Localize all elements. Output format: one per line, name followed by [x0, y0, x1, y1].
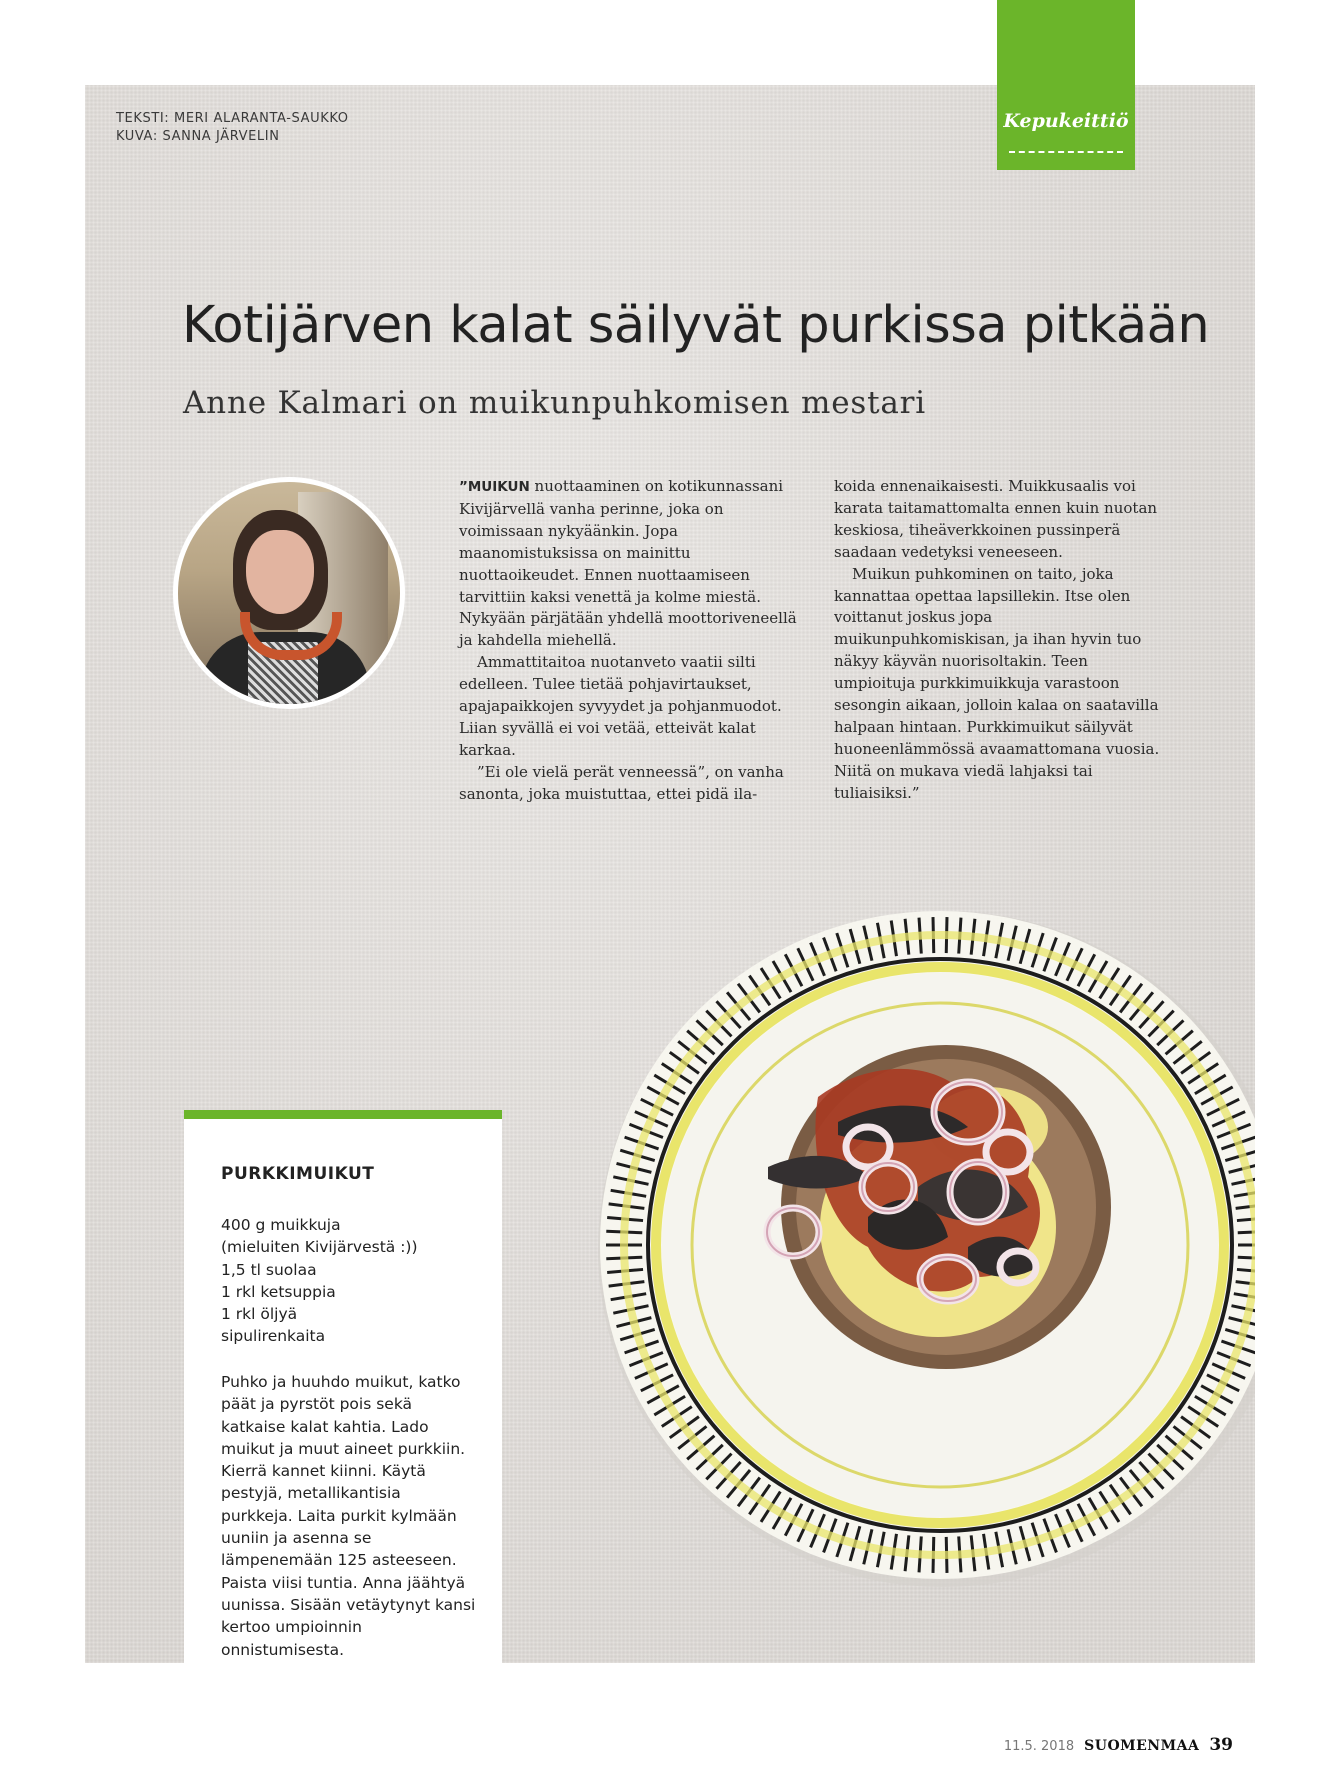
photo-credit: KUVA: SANNA JÄRVELIN — [116, 129, 280, 144]
text-credit: TEKSTI: MERI ALARANTA-SAUKKO — [116, 111, 349, 126]
portrait-photo — [173, 477, 405, 709]
page-footer — [1004, 1735, 1233, 1755]
plate-illustration — [588, 887, 1258, 1613]
recipe-title: PURKKIMUIKUT — [221, 1164, 375, 1184]
section-tab — [997, 0, 1135, 170]
lead-word: ”MUIKUN — [459, 479, 530, 495]
recipe-box — [184, 1110, 502, 1663]
ingredient-list — [221, 1214, 481, 1348]
section-label: Kepukeittiö — [1003, 110, 1129, 132]
credits — [116, 110, 349, 146]
paragraph: ”Ei ole vielä perät venneessä”, on vanha sanonta, joka muistuttaa, ettei pidä ila- — [459, 762, 784, 803]
ingredient: sipulirenkaita — [221, 1327, 326, 1346]
paragraph: koida ennenaikaisesti. Muikkusaalis voi karata taitamattomalta ennen kuin nuotan keskiosa, tiheäverkkoinen pussinperä saadaan vedetyksi veneeseen. — [834, 477, 1158, 561]
ingredient: 1 rkl öljyä — [221, 1305, 298, 1324]
headline: Kotijärven kalat säilyvät purkissa pitkään — [182, 296, 1210, 355]
ingredient: 400 g muikkuja — [221, 1216, 341, 1234]
article-column-1 — [459, 476, 797, 806]
ingredient: 1 rkl ketsuppia — [221, 1282, 336, 1301]
subheadline: Anne Kalmari on muikunpuhkomisen mestari — [183, 385, 926, 421]
paragraph: ”MUIKUN nuottaaminen on kotikunnassani Kivijärvellä vanha perinne, joka on voimissaan nykyäänkin. Jopa maanomistuksissa on mainittu nuottaoikeudet. Ennen nuottaamiseen tarvittiin kaksi venettä ja kolme miestä. Nykyään pärjätään yhdellä moottoriveneellä ja kahdella miehellä. — [459, 477, 797, 650]
publication-name: SUOMENMAA — [1084, 1738, 1200, 1754]
section-dash-rule — [1009, 151, 1123, 153]
ingredient: (mieluiten Kivijärvestä :)) — [221, 1238, 418, 1257]
page-number: 39 — [1209, 1735, 1233, 1755]
recipe-instructions: Puhko ja huuhdo muikut, katko päät ja pyrstöt pois sekä katkaise kalat kahtia. Lado muikut ja muut aineet purkkiin. Kierrä kannet kiinni. Käytä pestyjä, metallikantisia purkkeja. Laita purkit kylmään uuniin ja asenna se lämpenemään 125 asteeseen. Paista viisi tuntia. Anna jäähtyä uunissa. Sisään vetäytynyt kansi kertoo umpioinnin onnistumisesta. — [221, 1373, 476, 1659]
article-column-2 — [834, 476, 1172, 805]
ingredient: 1,5 tl suolaa — [221, 1260, 317, 1279]
issue-date: 11.5. 2018 — [1003, 1739, 1075, 1754]
dish-photo — [588, 887, 1258, 1613]
paragraph: Ammattitaitoa nuotanveto vaatii silti edelleen. Tulee tietää pohjavirtaukset, apajapaikkojen syvyydet ja pohjanmuodot. Liian syvällä ei voi vetää, etteivät kalat karkaa. — [459, 653, 782, 759]
paragraph: Muikun puhkominen on taito, joka kannattaa opettaa lapsillekin. Itse olen voittanut joskus jopa muikunpuhkomiskisan, ja ihan hyvin tuo näkyy käyvän nuorisoltakin. Teen umpioituja purkkimuikkuja varastoon sesongin aikaan, jolloin kalaa on saatavilla halpaan hintaan. Purkkimuikut säilyvät huoneenlämmössä avaamattomana vuosia. Niitä on mukava viedä lahjaksi tai tuliaisiksi.” — [834, 564, 1160, 802]
